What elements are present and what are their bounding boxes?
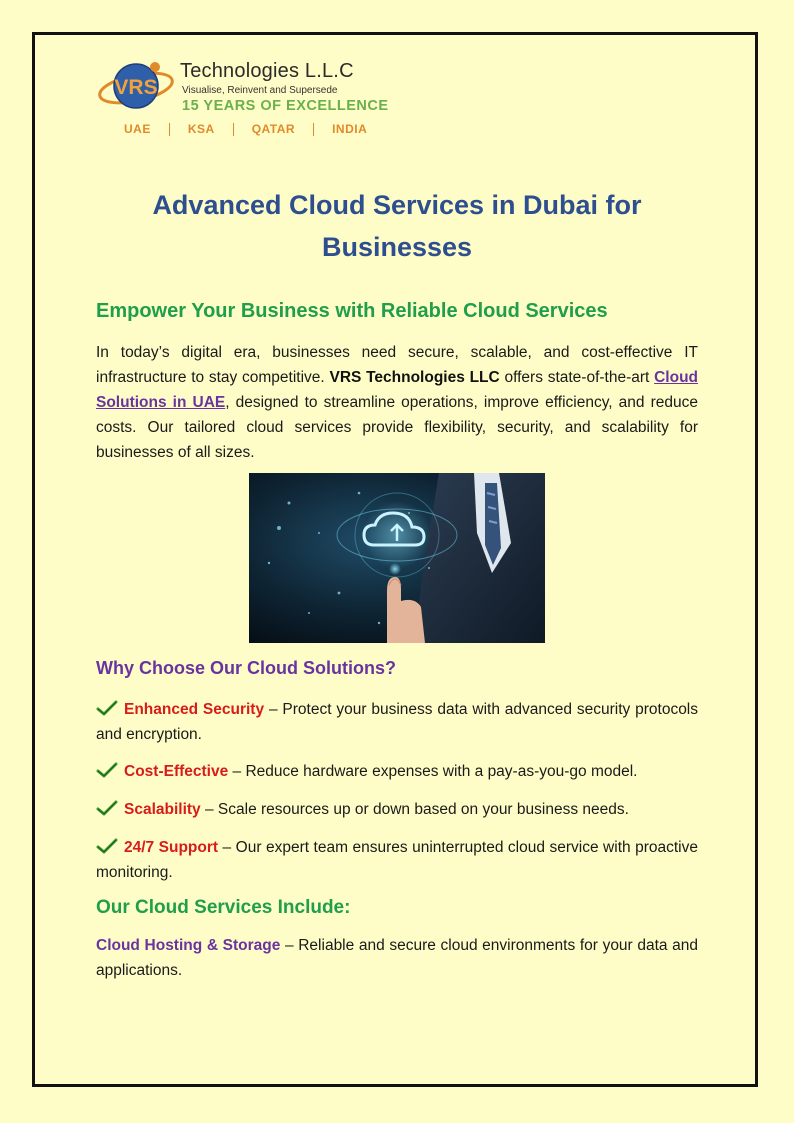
benefit-label: Cost-Effective bbox=[124, 763, 229, 780]
list-item bbox=[96, 797, 698, 822]
logo-years: 15 YEARS OF EXCELLENCE bbox=[182, 98, 389, 114]
divider bbox=[313, 123, 314, 136]
intro-paragraph bbox=[96, 340, 698, 465]
divider bbox=[233, 123, 234, 136]
benefit-text: – Reduce hardware expenses with a pay-as-you-go model. bbox=[228, 763, 638, 780]
country-qatar: QATAR bbox=[251, 122, 296, 136]
benefit-label: Scalability bbox=[124, 801, 201, 818]
checkmark-icon bbox=[96, 762, 118, 778]
intro-text-mid: offers state-of-the-art bbox=[499, 369, 655, 386]
list-item bbox=[96, 697, 698, 747]
why-heading: Why Choose Our Cloud Solutions? bbox=[96, 658, 396, 678]
vrs-logo-icon bbox=[98, 56, 180, 116]
benefit-text: – Our expert team ensures uninterrupted cloud service with proactive monitoring. bbox=[96, 839, 698, 881]
company-logo[interactable] bbox=[98, 56, 388, 140]
list-item bbox=[96, 835, 698, 885]
logo-company-name: Technologies L.L.C bbox=[180, 60, 354, 82]
benefit-label: Enhanced Security bbox=[124, 701, 265, 718]
checkmark-icon bbox=[96, 838, 118, 854]
cloud-touch-illustration bbox=[249, 473, 545, 643]
checkmark-icon bbox=[96, 700, 118, 716]
logo-tagline: Visualise, Reinvent and Supersede bbox=[182, 85, 338, 96]
benefit-text: – Protect your business data with advanced security protocols and encryption. bbox=[96, 701, 699, 743]
intro-text-end: , designed to streamline operations, improve efficiency, and reduce costs. Our tailored cloud services provide flexibility, security, and scalability for businesses of all sizes. bbox=[96, 394, 698, 461]
country-india: INDIA bbox=[332, 122, 368, 136]
cloud-solutions-link[interactable]: Cloud Solutions in UAE bbox=[96, 369, 699, 411]
country-uae: UAE bbox=[124, 122, 151, 136]
logo-mark-text: VRS bbox=[114, 76, 158, 99]
intro-text-start: In today’s digital era, businesses need secure, scalable, and cost-effective IT infrastructure to stay competitive. bbox=[96, 344, 698, 386]
page-title: Advanced Cloud Services in Dubai for Businesses bbox=[152, 190, 642, 262]
service-label: Cloud Hosting & Storage bbox=[96, 937, 281, 954]
list-item bbox=[96, 759, 698, 784]
list-item bbox=[96, 933, 698, 983]
checkmark-icon bbox=[96, 800, 118, 816]
service-text: – Reliable and secure cloud environments for your data and applications. bbox=[96, 937, 698, 979]
logo-countries bbox=[124, 122, 367, 136]
intro-heading: Empower Your Business with Reliable Cloud Services bbox=[96, 300, 608, 322]
company-name: VRS Technologies LLC bbox=[329, 369, 500, 386]
cloud-hero-image bbox=[249, 473, 545, 643]
services-heading: Our Cloud Services Include: bbox=[96, 897, 351, 918]
divider bbox=[169, 123, 170, 136]
benefit-text: – Scale resources up or down based on your business needs. bbox=[200, 801, 629, 818]
benefit-label: 24/7 Support bbox=[124, 839, 219, 856]
country-ksa: KSA bbox=[187, 122, 215, 136]
